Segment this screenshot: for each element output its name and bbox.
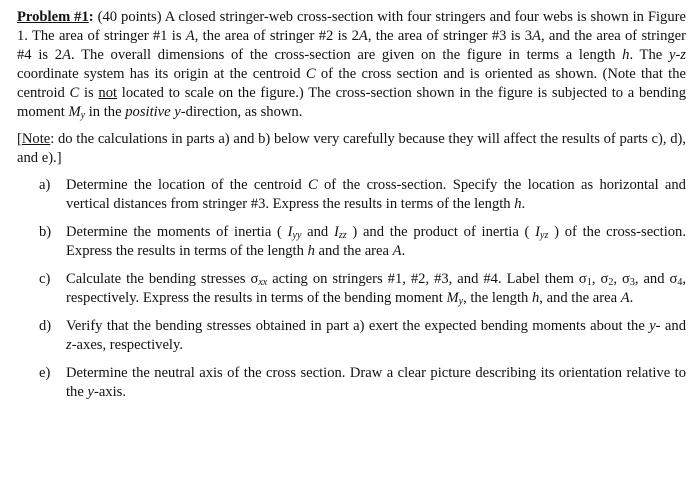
problem-statement [17, 8, 686, 122]
var-sub: yy [292, 230, 302, 241]
var-h: h [307, 243, 315, 259]
var-sub: y [458, 296, 464, 307]
text-run: and [301, 224, 334, 240]
part-label: b) [39, 224, 52, 240]
var-y: y [87, 384, 94, 400]
part-text [66, 270, 686, 308]
text-run: . [629, 290, 634, 306]
part-text [66, 176, 686, 214]
problem-title-colon: : [88, 9, 94, 25]
var-y: y [649, 318, 656, 334]
statement-text: . The overall dimensions of the cross-section are given on the figure in terms a length [71, 47, 623, 63]
text-run: , and the area [539, 290, 621, 306]
statement-text: , the area of stringer #3 is 3 [367, 28, 533, 44]
var-a: A [185, 28, 195, 44]
var-a: A [392, 243, 402, 259]
text-run: acting on stringers #1, #2, #3, and #4. Label them σ [267, 271, 587, 287]
statement-text: located to scale on the figure.) The cross-section shown in the figure is subjected to a bending moment [17, 85, 686, 120]
text-run: - and [655, 318, 686, 334]
part-c [39, 270, 686, 308]
note-paragraph [17, 130, 686, 168]
var-i: I [535, 224, 541, 240]
var-sub: 4 [677, 277, 683, 288]
var-a: A [62, 47, 72, 63]
var-sub: xx [258, 277, 268, 288]
text-run: Calculate the bending stresses σ [66, 271, 259, 287]
text-run: . [401, 243, 406, 259]
var-sub: 1 [586, 277, 592, 288]
var-sub: 2 [608, 277, 614, 288]
part-label: c) [39, 271, 51, 287]
part-label: e) [39, 365, 51, 381]
text-run: Determine the location of the centroid [66, 177, 308, 193]
var-a: A [532, 28, 541, 44]
part-e [39, 364, 686, 402]
text-run: Determine the neutral axis of the cross section. Draw a clear picture describing its orientation relative to the [66, 365, 686, 400]
var-c: C [305, 66, 316, 82]
not-underlined: not [98, 85, 118, 101]
text-run: ) and the product of inertia ( [346, 224, 536, 240]
text-run: , σ [613, 271, 630, 287]
parts-list [17, 176, 686, 402]
var-a: A [620, 290, 630, 306]
var-i: I [333, 224, 339, 240]
statement-text: of the cross section and is oriented as shown. (Note that the centroid [17, 66, 687, 101]
part-label: a) [39, 177, 51, 193]
part-text [66, 364, 686, 402]
var-m-sub: y [80, 110, 86, 121]
var-sub: yz [540, 230, 549, 241]
part-b [39, 223, 686, 261]
var-m: M [68, 104, 81, 120]
text-run: Verify that the bending stresses obtained in part a) exert the expected bending moments about the [66, 318, 650, 334]
text-run: ) of the cross-section. Express the results in terms of the length [66, 224, 687, 259]
var-sub: zz [338, 230, 347, 241]
text-run: , respectively. Express the results in terms of the bending moment [66, 271, 687, 306]
statement-text: . The [629, 47, 669, 63]
statement-text: , the area of stringer #2 is 2 [194, 28, 359, 44]
part-a [39, 176, 686, 214]
text-run: and the area [314, 243, 393, 259]
statement-text: in the [85, 104, 126, 120]
note-bracket: [ [17, 131, 22, 147]
part-d [39, 317, 686, 355]
text-run: -axes, respectively. [71, 337, 183, 353]
statement-text: (40 points) A closed stringer-web cross-section with four stringers and four webs is shown in Figure 1. The area of stringer #1 is [17, 9, 686, 44]
statement-text: is [79, 85, 99, 101]
var-h: h [622, 47, 630, 63]
var-m: M [446, 290, 459, 306]
var-c: C [307, 177, 318, 193]
part-label: d) [39, 318, 52, 334]
var-z: z [66, 337, 72, 353]
text-run: , σ [591, 271, 609, 287]
text-run: . [521, 196, 526, 212]
var-i: I [287, 224, 293, 240]
part-text [66, 223, 686, 261]
var-yz: y-z [668, 47, 686, 63]
text-run: , and σ [634, 271, 678, 287]
var-h: h [531, 290, 540, 306]
problem-title: Problem #1 [17, 9, 89, 25]
part-text [66, 317, 686, 355]
note-text: : do the calculations in parts a) and b) below very carefully because they will affect the results of parts c), d), and e).] [17, 131, 686, 166]
text-run: -axis. [93, 384, 126, 400]
positive-y: positive y [125, 104, 181, 120]
note-label: Note [21, 131, 51, 147]
var-a: A [358, 28, 368, 44]
text-run: Determine the moments of inertia ( [66, 224, 288, 240]
var-c: C [69, 85, 80, 101]
text-run: , the length [463, 290, 532, 306]
var-h: h [514, 196, 522, 212]
statement-text: coordinate system has its origin at the centroid [17, 66, 306, 82]
text-run: of the cross-section. Specify the location as horizontal and vertical distances from stringer #3. Express the results in terms of the length [66, 177, 686, 212]
statement-text: -direction, as shown. [180, 104, 303, 120]
statement-text: , and the area of stringer #4 is 2 [17, 28, 687, 63]
var-sub: 3 [629, 277, 635, 288]
